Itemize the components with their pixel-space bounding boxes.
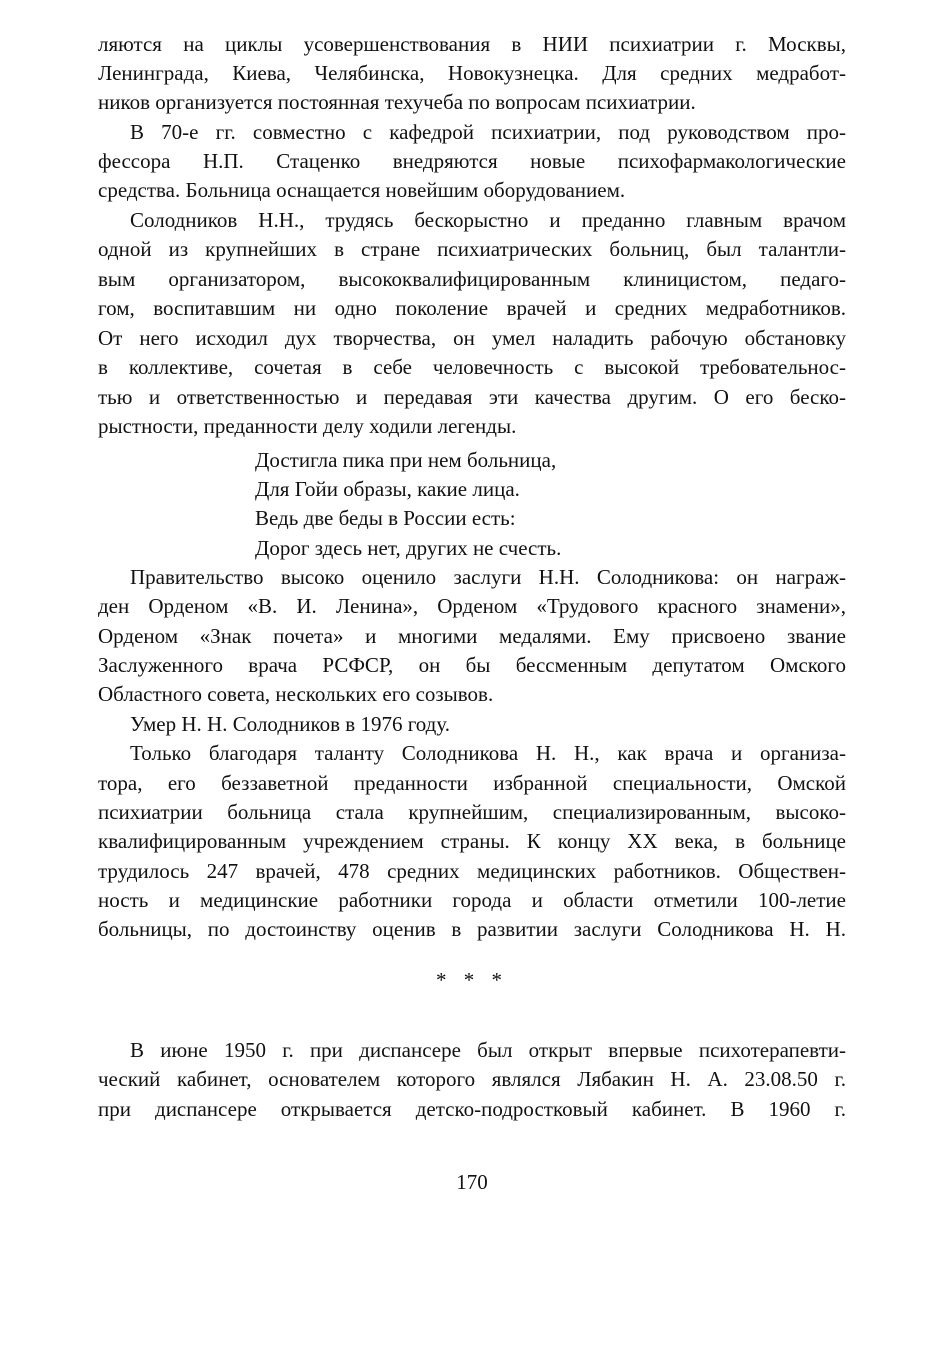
- text-line: Заслуженного врача РСФСР, он бы бессменным депутатом Омского: [98, 653, 846, 677]
- text-line: в коллективе, сочетая в себе человечность с высокой требовательнос-: [98, 355, 846, 379]
- text-line: Солодников Н.Н., трудясь бескорыстно и преданно главным врачом: [130, 208, 846, 232]
- text-line: вым организатором, высококвалифицированным клиницистом, педаго-: [98, 267, 846, 291]
- text-line: гом, воспитавшим ни одно поколение врачей и средних медработников.: [98, 296, 846, 320]
- text-line: ность и медицинские работники города и области отметили 100-летие: [98, 888, 846, 912]
- text-line: ден Орденом «В. И. Ленина», Орденом «Трудового красного знамени»,: [98, 594, 846, 618]
- text-line: Только благодаря таланту Солодникова Н. Н., как врача и организа-: [130, 741, 846, 765]
- text-line: фессора Н.П. Стаценко внедряются новые психофармакологические: [98, 149, 846, 173]
- text-line: В июне 1950 г. при диспансере был открыт впервые психотерапевти-: [130, 1038, 846, 1062]
- text-line: психиатрии больница стала крупнейшим, специализированным, высоко-: [98, 800, 846, 824]
- text-line: Правительство высоко оценило заслуги Н.Н. Солодникова: он награж-: [130, 565, 846, 589]
- text-line: квалифицированным учреждением страны. К концу XX века, в больнице: [98, 829, 846, 853]
- text-line: ников организуется постоянная техучеба по вопросам психиатрии.: [98, 90, 696, 114]
- text-line: одной из крупнейших в стране психиатрических больниц, был талантли-: [98, 237, 846, 261]
- text-line: Областного совета, нескольких его созывов.: [98, 682, 494, 706]
- text-line: трудилось 247 врачей, 478 средних медицинских работников. Обществен-: [98, 859, 846, 883]
- verse-line: Дорог здесь нет, других не счесть.: [255, 536, 562, 560]
- verse-line: Ведь две беды в России есть:: [255, 506, 516, 530]
- text-line: при диспансере открывается детско-подростковый кабинет. В 1960 г.: [98, 1097, 846, 1121]
- text-line: От него исходил дух творчества, он умел наладить рабочую обстановку: [98, 326, 846, 350]
- text-line: В 70-е гг. совместно с кафедрой психиатрии, под руководством про-: [130, 120, 846, 144]
- text-line: ляются на циклы усовершенствования в НИИ психиатрии г. Москвы,: [98, 32, 846, 56]
- text-line: Ленинграда, Киева, Челябинска, Новокузнецка. Для средних медработ-: [98, 61, 846, 85]
- text-line: средства. Больница оснащается новейшим оборудованием.: [98, 178, 626, 202]
- text-line: больницы, по достоинству оценив в развитии заслуги Солодникова Н. Н.: [98, 917, 846, 941]
- text-line: Орденом «Знак почета» и многими медалями. Ему присвоено звание: [98, 624, 846, 648]
- verse-line: Достигла пика при нем больница,: [255, 448, 557, 472]
- text-line: Умер Н. Н. Солодников в 1976 году.: [130, 712, 451, 736]
- text-line: тью и ответственностью и передавая эти качества другим. О его беско-: [98, 385, 846, 409]
- text-line: рыстности, преданности делу ходили легенды.: [98, 414, 517, 438]
- page-number: 170: [456, 1170, 488, 1194]
- section-divider: * * *: [436, 968, 508, 992]
- verse-line: Для Гойи образы, какие лица.: [255, 477, 520, 501]
- text-line: ческий кабинет, основателем которого являлся Лябакин Н. А. 23.08.50 г.: [98, 1067, 846, 1091]
- text-line: тора, его беззаветной преданности избранной специальности, Омской: [98, 771, 846, 795]
